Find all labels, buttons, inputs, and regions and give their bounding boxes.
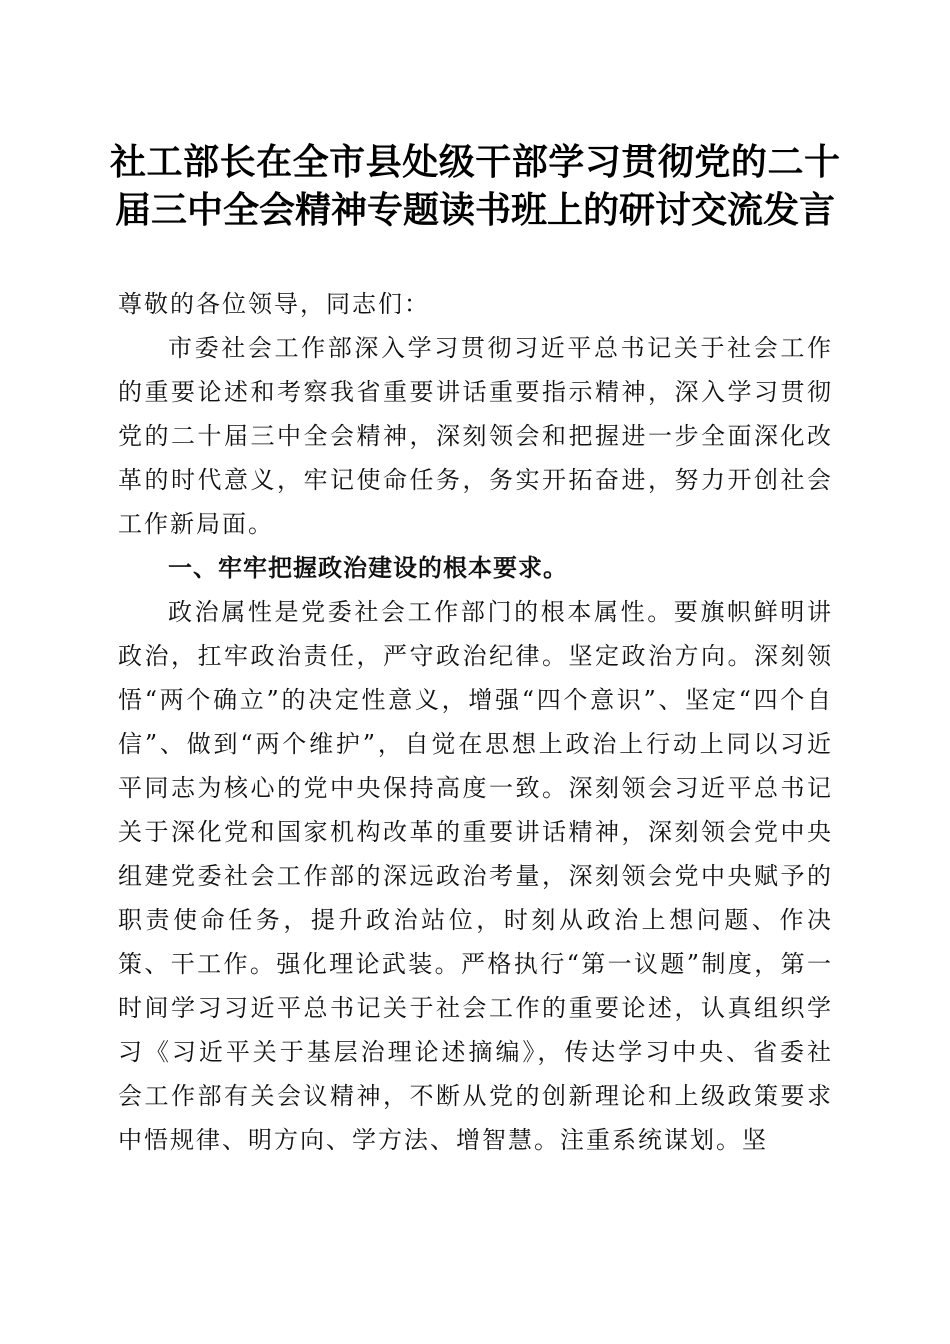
salutation: 尊敬的各位领导，同志们： — [118, 290, 430, 318]
section-heading-1: 一、牢牢把握政治建设的根本要求。 — [168, 554, 568, 582]
paragraph-intro: 市委社会工作部深入学习贯彻习近平总书记关于社会工作的重要论述和考察我省重要讲话重要指示精神，深入学习贯彻党的二十届三中全会精神，深刻领会和把握进一步全面深化改革的时代意义，牢记使命任务，务实开拓奋进，努力开创社会工作新局面。 — [118, 334, 833, 538]
paragraph-political-building: 政治属性是党委社会工作部门的根本属性。要旗帜鲜明讲政治，扛牢政治责任，严守政治纪律。坚定政治方向。深刻领悟“两个确立”的决定性意义，增强“四个意识”、坚定“四个自信”、做到“两个维护”，自觉在思想上政治上行动上同以习近平同志为核心的党中央保持高度一致。深刻领会习近平总书记关于深化党和国家机构改革的重要讲话精神，深刻领会党中央组建党委社会工作部的深远政治考量，深刻领会党中央赋予的职责使命任务，提升政治站位，时刻从政治上想问题、作决策、干工作。强化理论武装。严格执行“第一议题”制度，第一时间学习习近平总书记关于社会工作的重要论述，认真组织学习《习近平关于基层治理论述摘编》，传达学习中央、省委社会工作部有关会议精神，不断从党的创新理论和上级政策要求中悟规律、明方向、学方法、增智慧。注重系统谋划。坚 — [118, 598, 833, 1154]
document-title: 社工部长在全市县处级干部学习贯彻党的二十届三中全会精神专题读书班上的研讨交流发言 — [110, 141, 840, 231]
document-body — [118, 282, 833, 1162]
